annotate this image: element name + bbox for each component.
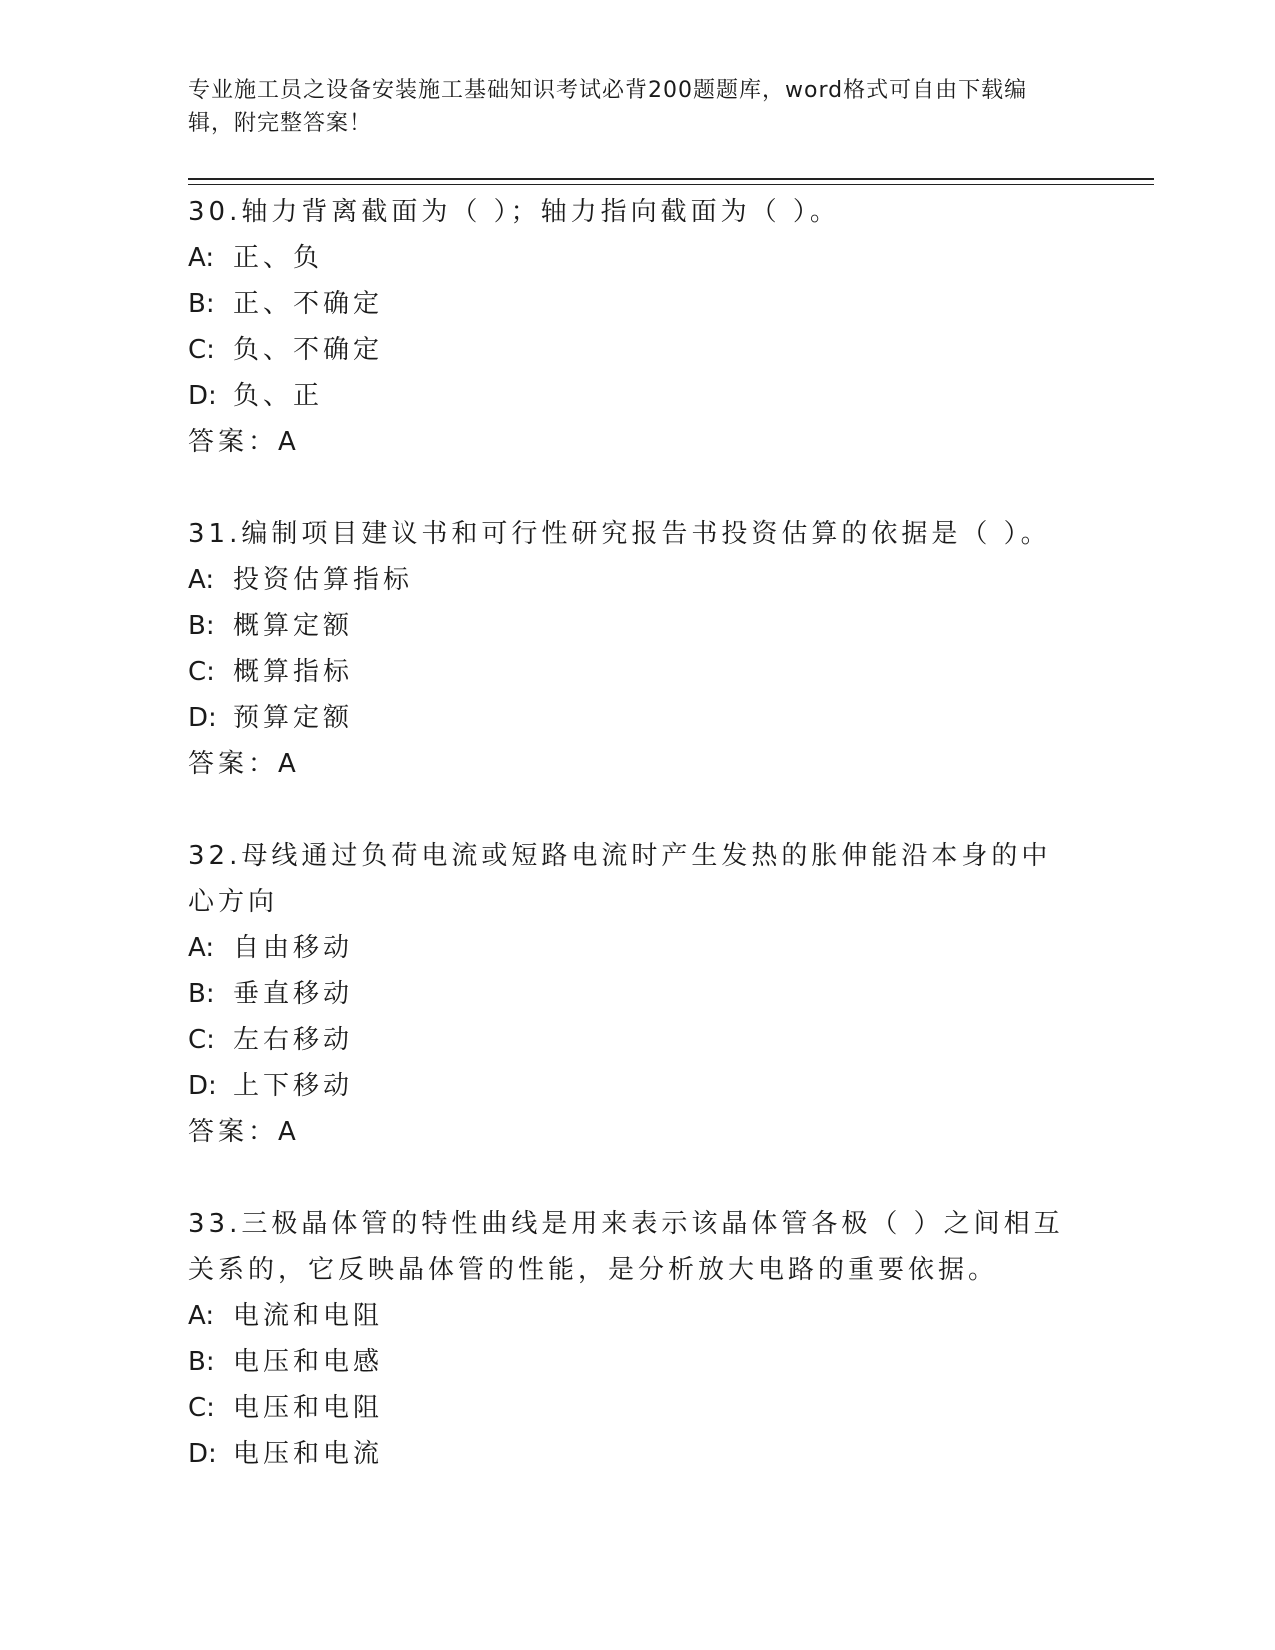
option-letter: C: [188, 1025, 215, 1055]
option-text: 概算定额 [233, 611, 354, 641]
option-letter: D: [188, 703, 217, 733]
question-32 [188, 833, 1088, 1155]
answer: 答案：A [188, 1117, 300, 1147]
option-letter: B: [188, 1347, 215, 1377]
option-letter: D: [188, 381, 217, 411]
option-text: 负、正 [233, 381, 324, 411]
option-letter: D: [188, 1439, 217, 1469]
option-text: 电压和电阻 [233, 1393, 384, 1423]
option-d [188, 695, 1088, 741]
option-c [188, 649, 1088, 695]
option-text: 投资估算指标 [233, 565, 414, 595]
option-letter: A: [188, 1301, 215, 1331]
option-a [188, 1293, 1088, 1339]
page-header: 专业施工员之设备安装施工基础知识考试必背200题题库，word格式可自由下载编辑，附完整答案！ [188, 78, 1028, 136]
option-a [188, 925, 1088, 971]
question-30 [188, 189, 1088, 465]
option-a [188, 557, 1088, 603]
question-33 [188, 1201, 1088, 1477]
option-c [188, 1017, 1088, 1063]
question-31 [188, 511, 1088, 787]
option-letter: B: [188, 289, 215, 319]
option-d [188, 373, 1088, 419]
question-stem: 31.编制项目建议书和可行性研究报告书投资估算的依据是（ ）。 [188, 519, 1051, 549]
option-letter: B: [188, 611, 215, 641]
option-letter: C: [188, 1393, 215, 1423]
option-letter: A: [188, 565, 215, 595]
option-text: 自由移动 [233, 933, 354, 963]
answer: 答案：A [188, 427, 300, 457]
header-divider-thin [188, 184, 1154, 185]
option-letter: C: [188, 335, 215, 365]
question-stem: 30.轴力背离截面为（ ）；轴力指向截面为（ ）。 [188, 197, 840, 227]
question-stem: 32.母线通过负荷电流或短路电流时产生发热的胀伸能沿本身的中心方向 [188, 841, 1052, 917]
option-text: 左右移动 [233, 1025, 354, 1055]
option-letter: A: [188, 933, 215, 963]
option-text: 电压和电感 [233, 1347, 384, 1377]
option-c [188, 327, 1088, 373]
option-text: 电压和电流 [233, 1439, 384, 1469]
header-divider-thick [188, 178, 1154, 180]
option-b [188, 971, 1088, 1017]
option-letter: C: [188, 657, 215, 687]
option-letter: B: [188, 979, 215, 1009]
option-b [188, 1339, 1088, 1385]
option-text: 正、负 [233, 243, 324, 273]
option-b [188, 603, 1088, 649]
option-a [188, 235, 1088, 281]
option-letter: A: [188, 243, 215, 273]
option-text: 负、不确定 [233, 335, 384, 365]
option-text: 电流和电阻 [233, 1301, 384, 1331]
option-text: 正、不确定 [233, 289, 384, 319]
option-b [188, 281, 1088, 327]
option-c [188, 1385, 1088, 1431]
question-stem: 33.三极晶体管的特性曲线是用来表示该晶体管各极（ ）之间相互关系的，它反映晶体管的性能，是分析放大电路的重要依据。 [188, 1209, 1064, 1285]
option-letter: D: [188, 1071, 217, 1101]
option-text: 上下移动 [233, 1071, 354, 1101]
option-text: 预算定额 [233, 703, 354, 733]
option-text: 概算指标 [233, 657, 354, 687]
option-d [188, 1431, 1088, 1477]
option-d [188, 1063, 1088, 1109]
question-list [188, 189, 1088, 1523]
option-text: 垂直移动 [233, 979, 354, 1009]
answer: 答案：A [188, 749, 300, 779]
